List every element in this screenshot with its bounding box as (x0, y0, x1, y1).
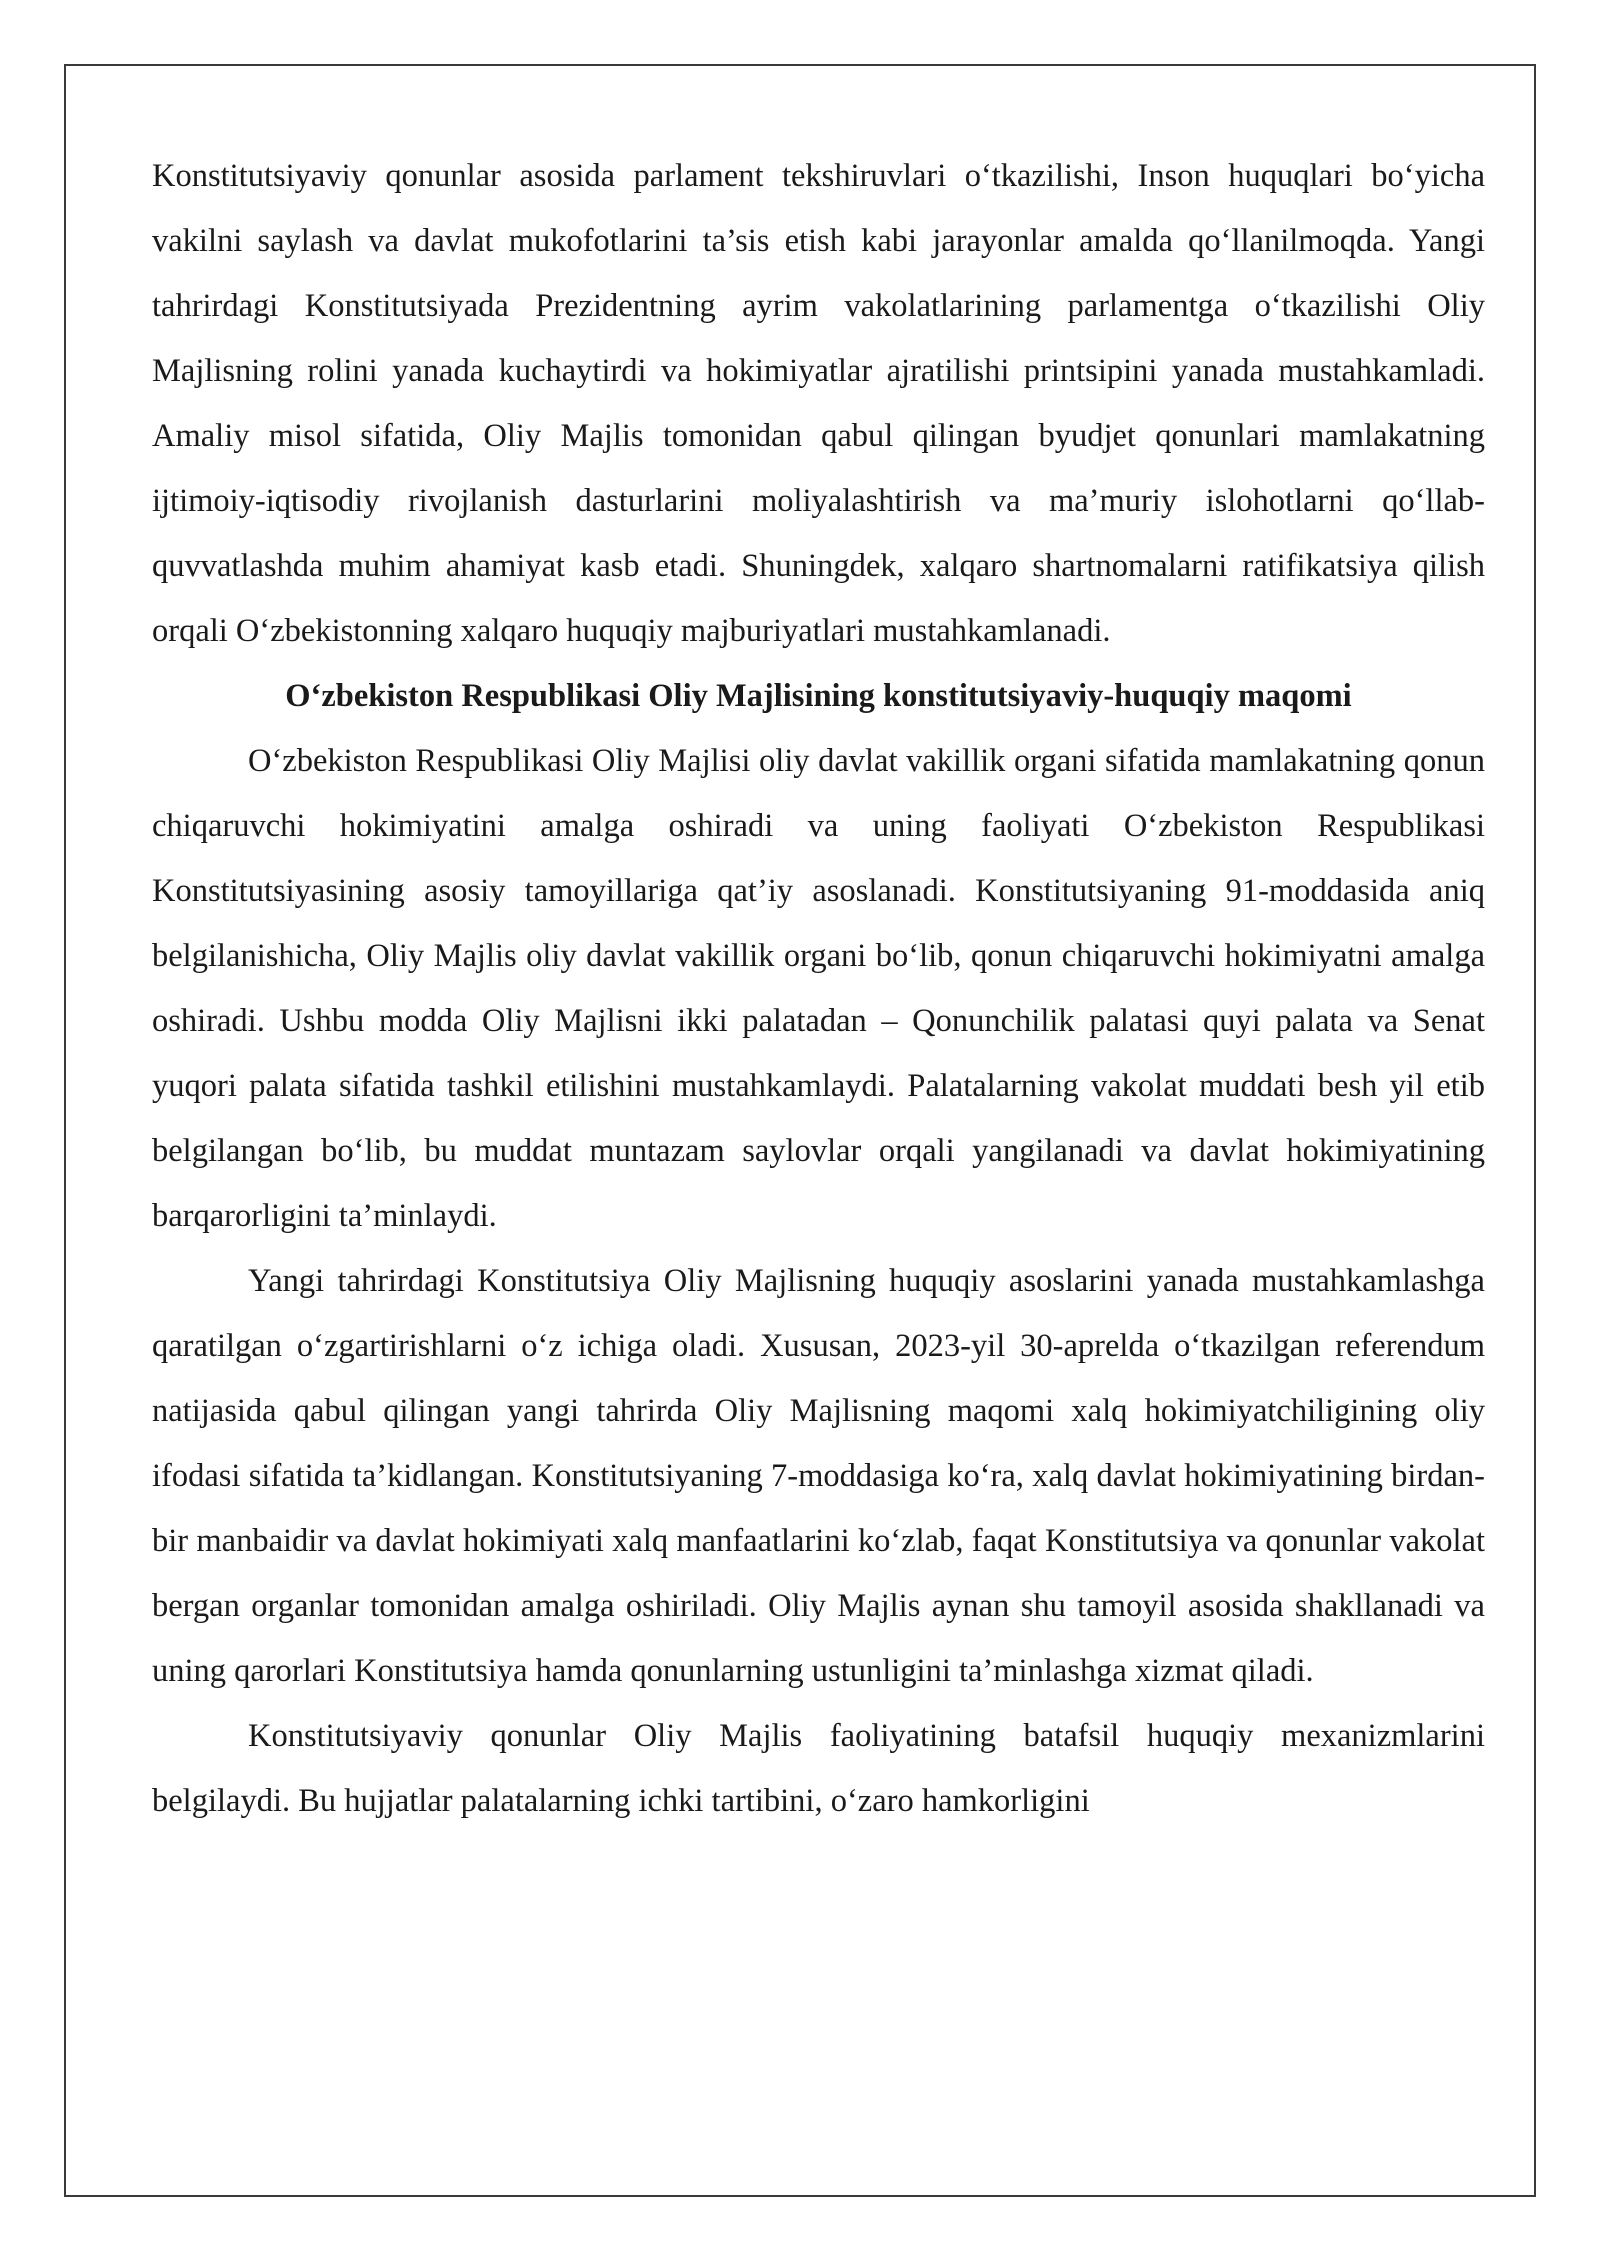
paragraph-2: O‘zbekiston Respublikasi Oliy Majlisi oliy davlat vakillik organi sifatida mamlakatning qonun chiqaruvchi hokimiyatini amalga oshiradi va uning faoliyati O‘zbekiston Respublikasi Konstitutsiyasining asosiy tamoyillariga qat’iy asoslanadi. Konstitutsiyaning 91-moddasida aniq belgilanishicha, Oliy Majlis oliy davlat vakillik organi bo‘lib, qonun chiqaruvchi hokimiyatni amalga oshiradi. Ushbu modda Oliy Majlisni ikki palatadan – Qonunchilik palatasi quyi palata va Senat yuqori palata sifatida tashkil etilishini mustahkamlaydi. Palatalarning vakolat muddati besh yil etib belgilangan bo‘lib, bu muddat muntazam saylovlar orqali yangilanadi va davlat hokimiyatining barqarorligini ta’minlaydi. (152, 743, 1485, 1234)
document-body (152, 144, 1485, 1834)
paragraph-3: Yangi tahrirdagi Konstitutsiya Oliy Majlisning huquqiy asoslarini yanada mustahkamlashga qaratilgan o‘zgartirishlarni o‘z ichiga oladi. Xususan, 2023-yil 30-aprelda o‘tkazilgan referendum natijasida qabul qilingan yangi tahrirda Oliy Majlisning maqomi xalq hokimiyatchiligining oliy ifodasi sifatida ta’kidlangan. Konstitutsiyaning 7-moddasiga ko‘ra, xalq davlat hokimiyatining birdan-bir manbaidir va davlat hokimiyati xalq manfaatlarini ko‘zlab, faqat Konstitutsiya va qonunlar vakolat bergan organlar tomonidan amalga oshiriladi. Oliy Majlis aynan shu tamoyil asosida shakllanadi va uning qarorlari Konstitutsiya hamda qonunlarning ustunligini ta’minlashga xizmat qiladi. (152, 1263, 1485, 1689)
paragraph-4: Konstitutsiyaviy qonunlar Oliy Majlis faoliyatining batafsil huquqiy mexanizmlarini belgilaydi. Bu hujjatlar palatalarning ichki tartibini, o‘zaro hamkorligini (152, 1718, 1485, 1819)
paragraph-1: Konstitutsiyaviy qonunlar asosida parlament tekshiruvlari o‘tkazilishi, Inson huquqlari bo‘yicha vakilni saylash va davlat mukofotlarini ta’sis etish kabi jarayonlar amalda qo‘llanilmoqda. Yangi tahrirdagi Konstitutsiyada Prezidentning ayrim vakolatlarining parlamentga o‘tkazilishi Oliy Majlisning rolini yanada kuchaytirdi va hokimiyatlar ajratilishi printsipini yanada mustahkamladi. Amaliy misol sifatida, Oliy Majlis tomonidan qabul qilingan byudjet qonunlari mamlakatning ijtimoiy-iqtisodiy rivojlanish dasturlarini moliyalashtirish va ma’muriy islohotlarni qo‘llab-quvvatlashda muhim ahamiyat kasb etadi. Shuningdek, xalqaro shartnomalarni ratifikatsiya qilish orqali O‘zbekistonning xalqaro huquqiy majburiyatlari mustahkamlanadi. (152, 158, 1485, 649)
section-heading: O‘zbekiston Respublikasi Oliy Majlisining konstitutsiyaviy-huquqiy maqomi (285, 678, 1352, 714)
